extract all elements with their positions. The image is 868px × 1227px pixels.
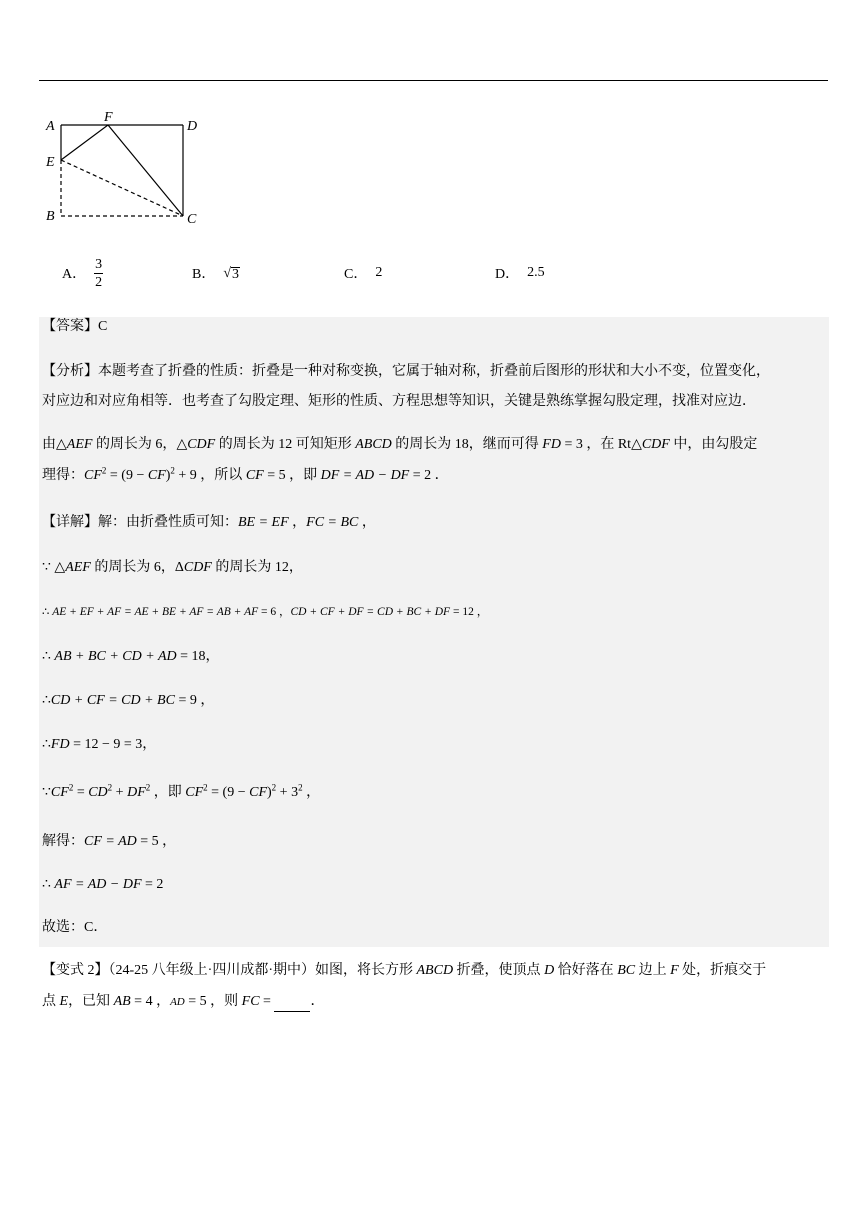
fraction: $\frac{3}{2}$ (95, 256, 103, 290)
detail-line-6: ∴FD = 12 − 9 = 3， (42, 737, 157, 752)
option-a[interactable]: A． $\frac{3}{2}$ (62, 256, 103, 290)
segment-EF (61, 125, 108, 160)
label-D: D (187, 119, 198, 134)
label-B: B (46, 209, 55, 224)
option-d[interactable]: D． 2.5 (495, 265, 545, 282)
dashed-EC (61, 160, 183, 216)
rectangle-fold-figure (40, 104, 210, 229)
answer-blank[interactable] (274, 997, 310, 1012)
label-E: E (46, 155, 55, 170)
label-A: A (46, 119, 55, 134)
analysis-line-2: 对应边和对应角相等．也考查了勾股定理、矩形的性质、方程思想等知识，关键是熟练掌握勾股定理，找准对应边． (42, 394, 756, 409)
option-c[interactable]: C． 2 (344, 265, 383, 282)
sqrt-expression: √ 3 (223, 265, 240, 282)
analysis-line-4: 理得：$CF^2 = (9 - CF)^2 + 9$ ，所以 CF = 5 ，即 DF = AD − DF = 2 ． (42, 465, 449, 483)
detail-line-1: 【详解】解：由折叠性质可知：BE = EF ，FC = BC ， (42, 515, 376, 530)
variant-line-2: 点 E，已知 AB = 4 ，AD = 5 ，则 FC = ． (42, 992, 324, 1012)
detail-line-4: ∴ AB + BC + CD + AD = 18， (42, 649, 220, 664)
variant-line-1: 【变式 2】（24-25 八年级上·四川成都·期中）如图，将长方形 ABCD 折叠，使顶点 D 恰好落在 BC 边上 F 处，折痕交于 (42, 963, 767, 978)
detail-line-10: 故选：C． (42, 920, 108, 935)
analysis-line-3: 由△AEF 的周长为 6，△CDF 的周长为 12 可知矩形 ABCD 的周长为 18，继而可得 FD = 3 ，在 Rt△CDF 中，由勾股定 (42, 437, 758, 452)
detail-line-3: ∴ AE + EF + AF = AE + BE + AF = AB + AF = 6 ，CD + CF + DF = CD + BC + DF = 12 ， (42, 606, 489, 618)
detail-line-9: ∴ AF = AD − DF = 2 (42, 877, 164, 892)
detail-line-7: $\because CF^2 = CD^2 + DF^2$ ，即 $CF^2 = (9 - CF)^2 + 3^2$ ， (42, 782, 321, 800)
detail-line-2: ∵ △AEF 的周长为 6，ΔCDF 的周长为 12， (42, 560, 303, 575)
label-C: C (187, 212, 197, 227)
detail-line-5: ∴CD + CF = CD + BC = 9 ， (42, 693, 215, 708)
segment-FC (108, 125, 183, 216)
header-rule (39, 80, 828, 81)
option-b[interactable]: B． √ 3 (192, 265, 240, 282)
detail-line-8: 解得：CF = AD = 5 ， (42, 834, 177, 849)
answer-line: 【答案】C (42, 319, 108, 334)
answer-options (62, 255, 662, 295)
label-F: F (104, 110, 113, 125)
analysis-line-1: 【分析】本题考查了折叠的性质：折叠是一种对称变换，它属于轴对称，折叠前后图形的形状和大小不变，位置变化， (42, 364, 770, 379)
